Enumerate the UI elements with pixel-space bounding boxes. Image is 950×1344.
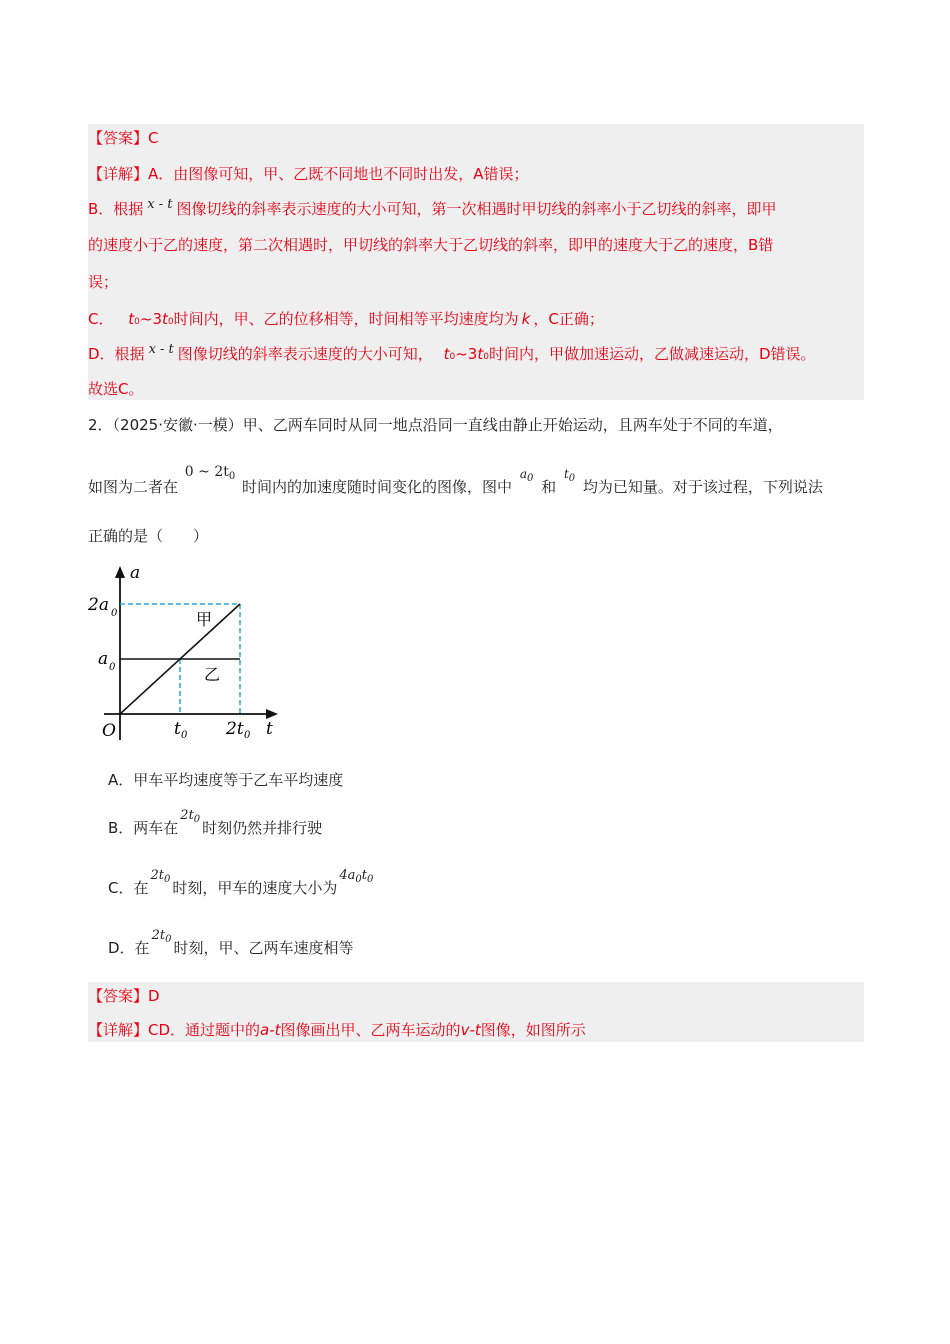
option-c	[108, 868, 375, 901]
detail-label: 【详解】	[88, 165, 149, 183]
detail2-text-b: 图像画出甲、乙两车运动的	[280, 1021, 461, 1039]
detail-c-end: ，C正确；	[533, 310, 604, 328]
x-axis-arrow	[266, 709, 278, 719]
range-text: ~3	[139, 310, 163, 328]
vt-symbol: v-t	[460, 1021, 481, 1039]
range-text-d: ~3	[455, 345, 478, 363]
t0-symbol-d: t	[443, 345, 450, 363]
option-c-prefix: C．在	[108, 879, 149, 897]
and-text: 和	[541, 478, 557, 496]
detail-line-b3: 误；	[88, 273, 119, 291]
t0-symbol-d2: t	[477, 345, 484, 363]
option-a: A．甲车平均速度等于乙车平均速度	[108, 771, 344, 789]
question-text-2c: 均为已知量。对于该过程，下列说法	[582, 478, 823, 496]
detail-d-text: 时间内，甲做加速运动，乙做减速运动，D错误。	[488, 345, 816, 363]
detail-option-a: A．由图像可知，甲、乙既不同地也不同时出发，A错误；	[148, 165, 529, 183]
detail-line-c	[88, 309, 604, 332]
answer2-label: 【答案】	[88, 987, 149, 1005]
two-t0-c-sub: 0	[163, 874, 171, 885]
option-b-suffix: 时刻仍然并排行驶	[202, 819, 323, 837]
tick-t0: t	[174, 719, 181, 739]
two-t0-b	[180, 808, 200, 823]
four-a0-text: 4a	[339, 868, 356, 883]
detail2-text-a: CD．通过题中的	[148, 1021, 261, 1039]
a0-symbol	[519, 467, 534, 484]
question-2-line-3: 正确的是（ ）	[88, 527, 209, 545]
two-t0-d-sub: 0	[165, 934, 172, 945]
answer2-value: D	[148, 987, 160, 1005]
answer2-line	[88, 986, 160, 1006]
four-t-text: t	[361, 868, 368, 883]
t0-letter: t	[563, 467, 569, 481]
t0-param	[563, 467, 576, 484]
tick-2t0-sub: 0	[244, 730, 251, 741]
option-b-prefix: B．两车在	[108, 819, 179, 837]
two-t0-d	[152, 928, 172, 943]
detail-d-mid: 图像切线的斜率表示速度的大小可知，	[177, 345, 433, 363]
detail2-line	[88, 1020, 586, 1040]
xt-symbol-d: x - t	[148, 342, 174, 357]
question-source: （2025·安徽·一模）	[112, 416, 243, 434]
four-a0-t0	[339, 868, 373, 883]
range-sub: 0	[228, 471, 236, 482]
y-axis-arrow	[115, 566, 125, 578]
detail-c-text: 时间内，甲、乙的位移相等，时间相等平均速度均为	[173, 310, 519, 328]
origin-label: O	[102, 721, 116, 741]
answer-value: C	[148, 129, 159, 147]
option-d	[108, 928, 354, 961]
detail-line-a	[88, 164, 529, 184]
range-math	[185, 464, 235, 480]
two-t0-c-text: 2t	[150, 868, 164, 883]
answer-line-1	[88, 128, 159, 148]
y-axis-label: a	[130, 563, 141, 583]
t0-symbol-b: t	[162, 310, 168, 328]
question-text-1: 甲、乙两车同时从同一地点沿同一直线由静止开始运动，且两车处于不同的车道，	[242, 416, 783, 434]
detail-d-prefix: D．根据	[88, 345, 145, 363]
detail2-label: 【详解】	[88, 1021, 149, 1039]
x-axis-label: t	[266, 719, 273, 739]
question-2-line-1	[88, 415, 783, 435]
detail-line-d	[88, 344, 816, 367]
at-symbol: a-t	[260, 1021, 281, 1039]
tick-2t0: 2t	[226, 719, 244, 739]
detail-c-prefix: C．	[88, 310, 114, 328]
detail2-text-c: 图像，如图所示	[480, 1021, 586, 1039]
tick-a0-sub: 0	[109, 662, 116, 673]
option-c-mid: 时刻，甲车的速度大小为	[172, 879, 338, 897]
t0-sub: 0	[568, 473, 576, 484]
t0-subscript-d2: 0	[483, 352, 489, 362]
t0-subscript-d: 0	[449, 352, 456, 362]
t0-symbol: t	[128, 310, 135, 328]
label-jia: 甲	[196, 610, 213, 629]
tick-a0: a	[98, 649, 109, 669]
detail-b-prefix: B．根据	[88, 200, 144, 218]
detail-line-b2: 的速度小于乙的速度，第二次相遇时，甲切线的斜率大于乙切线的斜率，即甲的速度大于乙的速度，B错	[88, 236, 774, 254]
two-t0-d-text: 2t	[151, 928, 166, 943]
question-text-2a: 如图为二者在	[88, 478, 179, 496]
tick-2a0: 2a	[88, 595, 109, 615]
acceleration-time-graph	[84, 560, 284, 745]
question-2-line-2	[88, 464, 823, 500]
tick-2a0-sub: 0	[111, 608, 118, 619]
a0-sub: 0	[526, 473, 534, 484]
two-t0-b-text: 2t	[180, 808, 194, 823]
four-t-sub: 0	[367, 874, 374, 885]
tick-t0-sub: 0	[181, 730, 188, 741]
two-t0-b-sub: 0	[193, 814, 201, 825]
option-d-suffix: 时刻，甲、乙两车速度相等	[173, 939, 354, 957]
four-a0-sub: 0	[355, 874, 362, 885]
answer-label: 【答案】	[88, 129, 149, 147]
detail-b-text: 图像切线的斜率表示速度的大小可知，第一次相遇时甲切线的斜率小于乙切线的斜率，即甲	[176, 200, 777, 218]
two-t0-c	[150, 868, 170, 883]
range-math-text: 0 ~ 2t	[184, 464, 229, 480]
label-yi: 乙	[204, 665, 221, 684]
xt-symbol: x - t	[147, 197, 173, 212]
t0-subscript-b: 0	[167, 317, 174, 327]
option-b	[108, 808, 323, 841]
a0-letter: a	[519, 467, 527, 481]
question-text-2b: 时间内的加速度随时间变化的图像，图中	[242, 478, 513, 496]
t0-subscript: 0	[134, 317, 140, 327]
k-symbol: k	[521, 310, 531, 328]
detail-line-b1	[88, 199, 777, 221]
question-number: 2．	[88, 416, 113, 434]
conclusion-line: 故选C。	[88, 380, 144, 398]
option-d-prefix: D．在	[108, 939, 150, 957]
